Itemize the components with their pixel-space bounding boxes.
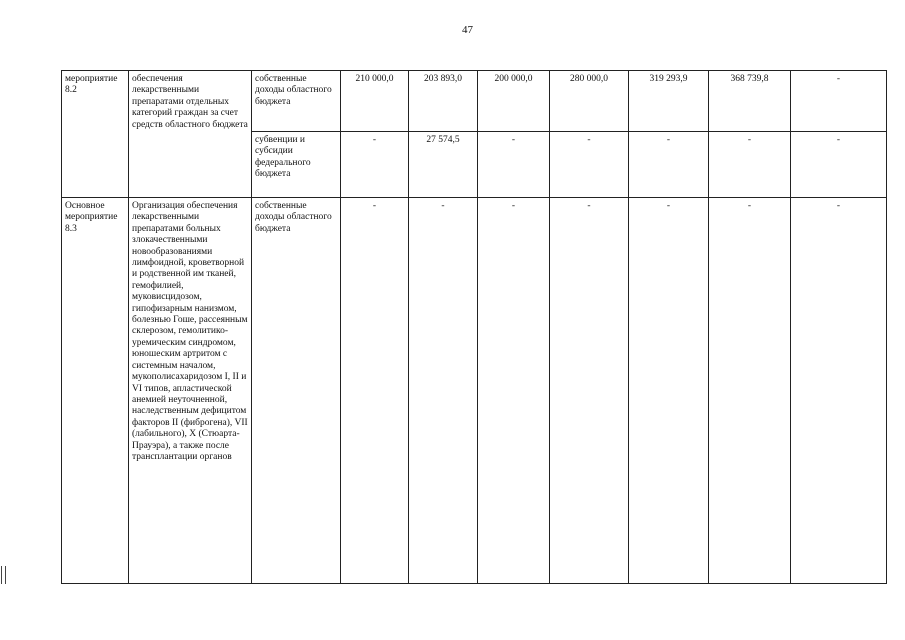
funding-source: субвенции и субсидии федерального бюджета: [252, 132, 341, 198]
amount-cell: 368 739,8: [709, 71, 791, 132]
amount-cell: 319 293,9: [629, 71, 709, 132]
page-number: 47: [462, 24, 473, 36]
measure-description: Организация обеспечения лекарственными препаратами больных злокачественными новообразованиями лимфоидной, кроветворной и родственной им тканей, гемофилией, муковисцидозом, гипофизарным нанизмом, болезнью Гоше, рассеянным склерозом, гемолитико-уремическим синдромом, юношеским артритом с системным началом, мукополисахаридозом I, II и VI типов, апластической анемией неуточненной, наследственным дефицитом факторов II (фиброгена), VII (лабильного), X (Стюарта-Прауэра), а также после трансплантации органов: [129, 198, 252, 584]
amount-cell: -: [550, 198, 629, 584]
amount-cell: -: [791, 198, 887, 584]
amount-cell: -: [478, 198, 550, 584]
margin-mark: [1, 566, 6, 584]
budget-table: [61, 70, 887, 584]
amount-cell: -: [341, 198, 409, 584]
amount-cell: -: [478, 132, 550, 198]
table-row: [62, 71, 887, 132]
amount-cell: -: [791, 132, 887, 198]
amount-cell: -: [550, 132, 629, 198]
amount-cell: -: [629, 132, 709, 198]
amount-cell: 280 000,0: [550, 71, 629, 132]
amount-cell: -: [629, 198, 709, 584]
table-row: [62, 198, 887, 584]
amount-cell: 203 893,0: [409, 71, 478, 132]
amount-cell: 27 574,5: [409, 132, 478, 198]
measure-label: Основное мероприятие 8.3: [62, 198, 129, 584]
funding-source: собственные доходы областного бюджета: [252, 71, 341, 132]
amount-cell: -: [791, 71, 887, 132]
amount-cell: -: [409, 198, 478, 584]
amount-cell: -: [341, 132, 409, 198]
amount-cell: -: [709, 198, 791, 584]
measure-description: обеспечения лекарственными препаратами отдельных категорий граждан за счет средств областного бюджета: [129, 71, 252, 198]
measure-label: мероприятие 8.2: [62, 71, 129, 198]
amount-cell: 210 000,0: [341, 71, 409, 132]
funding-source: собственные доходы областного бюджета: [252, 198, 341, 584]
amount-cell: 200 000,0: [478, 71, 550, 132]
amount-cell: -: [709, 132, 791, 198]
